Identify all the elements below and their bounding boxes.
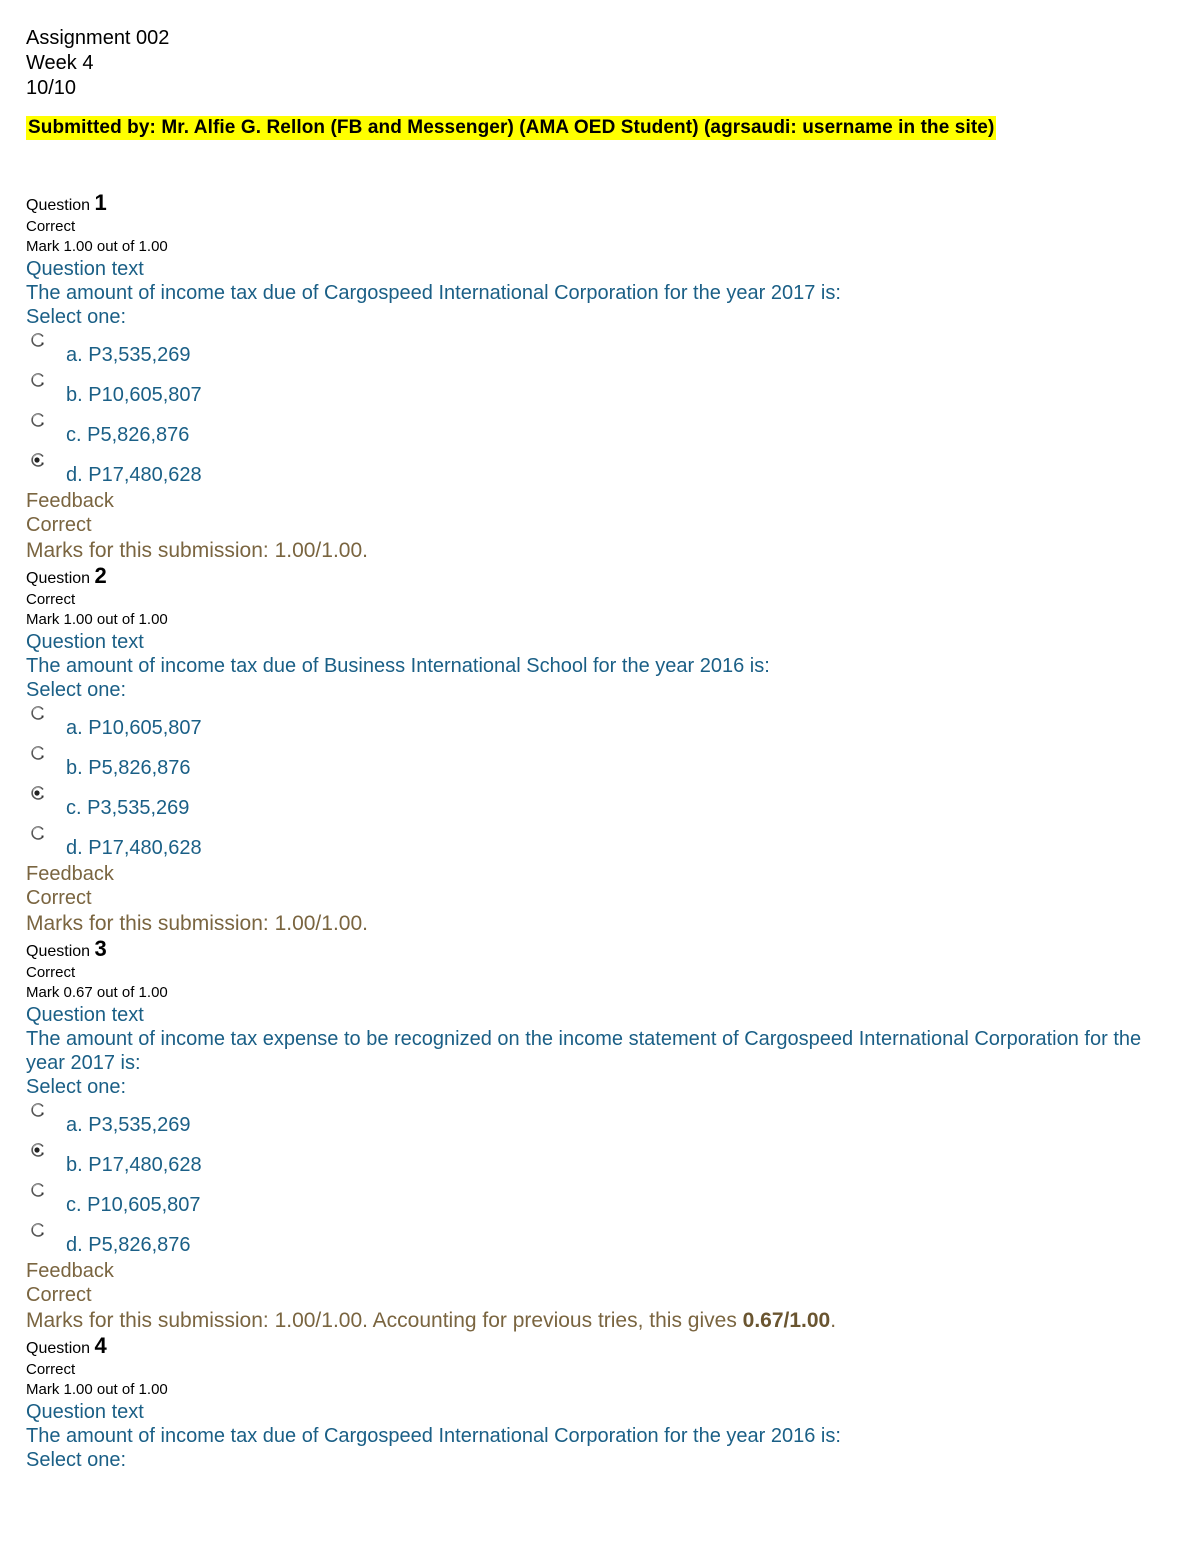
question-block: [26, 565, 1176, 938]
question-block: [26, 938, 1176, 1335]
radio-checked-icon[interactable]: [30, 1142, 45, 1157]
answer-option[interactable]: [26, 822, 1176, 862]
question-word: Question: [26, 197, 91, 214]
question-text-heading: Question text: [26, 1004, 144, 1026]
answer-option-text: a. P3,535,269: [66, 344, 191, 366]
question-text-heading: Question text: [26, 631, 144, 653]
radio-unchecked-icon[interactable]: [30, 705, 45, 720]
question-label: [26, 938, 1176, 963]
answer-option-text: b. P17,480,628: [66, 1154, 202, 1176]
answer-option[interactable]: [26, 369, 1176, 409]
feedback-heading: Feedback: [26, 490, 114, 512]
score-label: 10/10: [26, 77, 77, 99]
week-label: Week 4: [26, 52, 94, 74]
marks-summary: [26, 537, 1176, 565]
question-text: The amount of income tax due of Cargospeed International Corporation for the year 2016 is:: [26, 1425, 841, 1447]
answer-option[interactable]: [26, 1179, 1176, 1219]
answer-option-text: c. P3,535,269: [66, 797, 190, 819]
answer-option-text: a. P10,605,807: [66, 717, 202, 739]
question-mark: Mark 1.00 out of 1.00: [26, 238, 168, 255]
answer-option[interactable]: [26, 782, 1176, 822]
feedback-text: Correct: [26, 887, 92, 909]
marks-summary-text: Marks for this submission: 1.00/1.00.: [26, 539, 368, 562]
submitted-by-banner: Submitted by: Mr. Alfie G. Rellon (FB and Messenger) (AMA OED Student) (agrsaudi: username in the site): [28, 117, 995, 138]
radio-unchecked-icon[interactable]: [30, 1102, 45, 1117]
question-label: [26, 1335, 1176, 1360]
question-label: [26, 192, 1176, 217]
document-page: [26, 26, 1176, 1472]
question-number: 3: [94, 936, 107, 961]
question-label: [26, 565, 1176, 590]
question-text: The amount of income tax due of Cargospeed International Corporation for the year 2017 is:: [26, 282, 841, 304]
marks-summary-text: Marks for this submission: 1.00/1.00.: [26, 912, 368, 935]
question-text: The amount of income tax expense to be recognized on the income statement of Cargospeed International Corporation for the year 2017 is:: [26, 1028, 1142, 1074]
question-block: [26, 192, 1176, 565]
feedback-heading: Feedback: [26, 863, 114, 885]
marks-summary-end: .: [830, 1309, 837, 1332]
question-word: Question: [26, 1340, 91, 1357]
answer-option[interactable]: [26, 1099, 1176, 1139]
question-mark: Mark 1.00 out of 1.00: [26, 1381, 168, 1398]
question-status: Correct: [26, 591, 76, 608]
select-one-label: Select one:: [26, 679, 127, 701]
question-status: Correct: [26, 1361, 76, 1378]
question-text: The amount of income tax due of Business International School for the year 2016 is:: [26, 655, 770, 677]
answer-option[interactable]: [26, 742, 1176, 782]
question-block: [26, 1335, 1176, 1472]
answer-option[interactable]: [26, 449, 1176, 489]
question-mark: Mark 0.67 out of 1.00: [26, 984, 168, 1001]
radio-unchecked-icon[interactable]: [30, 825, 45, 840]
question-word: Question: [26, 943, 91, 960]
question-text-heading: Question text: [26, 258, 144, 280]
feedback-heading: Feedback: [26, 1260, 114, 1282]
question-number: 1: [94, 190, 107, 215]
radio-checked-icon[interactable]: [30, 452, 45, 467]
select-one-label: Select one:: [26, 1449, 127, 1471]
select-one-label: Select one:: [26, 1076, 127, 1098]
radio-unchecked-icon[interactable]: [30, 412, 45, 427]
radio-unchecked-icon[interactable]: [30, 1182, 45, 1197]
question-number: 2: [94, 563, 107, 588]
answer-option-text: d. P17,480,628: [66, 837, 202, 859]
answer-option-text: b. P5,826,876: [66, 757, 191, 779]
question-word: Question: [26, 570, 91, 587]
answer-option-text: c. P5,826,876: [66, 424, 190, 446]
marks-summary: [26, 910, 1176, 938]
radio-unchecked-icon[interactable]: [30, 372, 45, 387]
answer-option[interactable]: [26, 409, 1176, 449]
question-status: Correct: [26, 964, 76, 981]
question-mark: Mark 1.00 out of 1.00: [26, 611, 168, 628]
question-status: Correct: [26, 218, 76, 235]
answer-option-text: c. P10,605,807: [66, 1194, 201, 1216]
answer-option[interactable]: [26, 702, 1176, 742]
radio-unchecked-icon[interactable]: [30, 332, 45, 347]
answer-option-text: d. P17,480,628: [66, 464, 202, 486]
answer-option-text: b. P10,605,807: [66, 384, 202, 406]
answer-option-text: a. P3,535,269: [66, 1114, 191, 1136]
answer-option-text: d. P5,826,876: [66, 1234, 191, 1256]
marks-summary: [26, 1307, 1176, 1335]
answer-option[interactable]: [26, 1219, 1176, 1259]
assignment-title: Assignment 002: [26, 27, 170, 49]
question-text-heading: Question text: [26, 1401, 144, 1423]
radio-checked-icon[interactable]: [30, 785, 45, 800]
question-list: [26, 192, 1176, 1472]
feedback-text: Correct: [26, 514, 92, 536]
select-one-label: Select one:: [26, 306, 127, 328]
radio-unchecked-icon[interactable]: [30, 745, 45, 760]
answer-option[interactable]: [26, 1139, 1176, 1179]
radio-unchecked-icon[interactable]: [30, 1222, 45, 1237]
marks-summary-final: 0.67/1.00: [742, 1309, 831, 1332]
answer-option[interactable]: [26, 329, 1176, 369]
marks-summary-text: Marks for this submission: 1.00/1.00. Accounting for previous tries, this gives: [26, 1309, 743, 1332]
question-number: 4: [94, 1333, 107, 1358]
feedback-text: Correct: [26, 1284, 92, 1306]
